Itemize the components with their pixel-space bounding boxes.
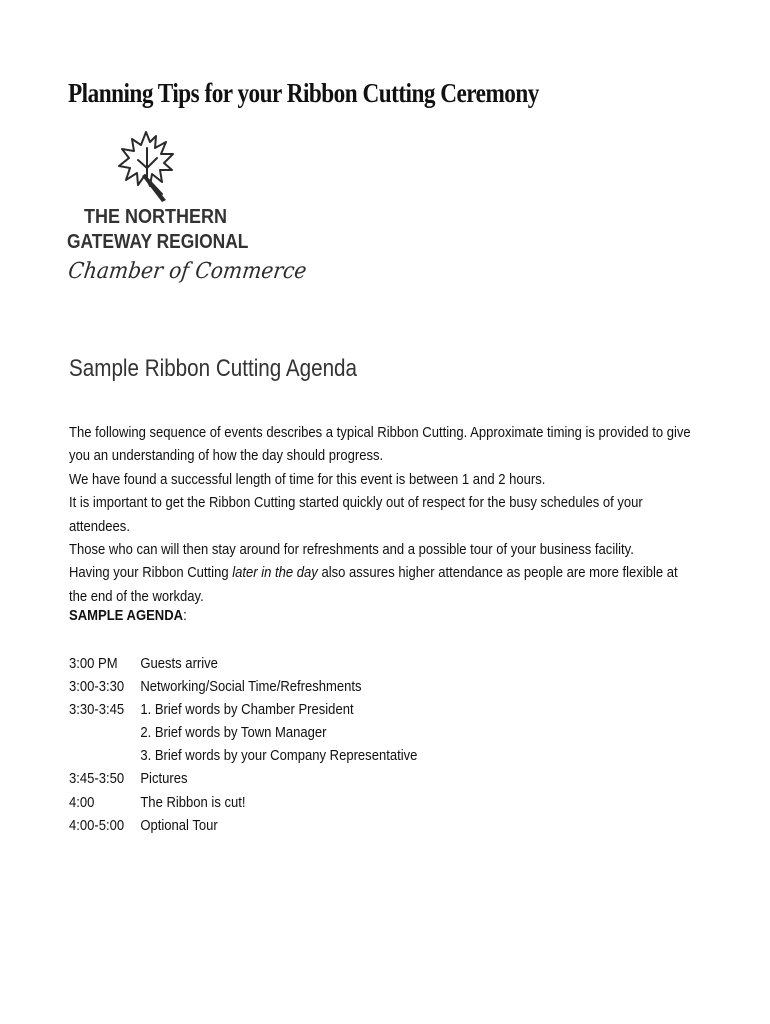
agenda-event: The Ribbon is cut! bbox=[140, 793, 246, 811]
intro-paragraph: It is important to get the Ribbon Cutting started quickly out of respect for the busy schedules of your attendees. bbox=[69, 494, 643, 535]
intro-italic-span: later in the day bbox=[232, 564, 318, 582]
intro-text-span: also assures higher attendance as people are more flexible at the end of the workday. bbox=[69, 564, 678, 605]
agenda-time: 4:00 bbox=[69, 793, 95, 811]
agenda-item bbox=[69, 744, 434, 767]
agenda-time: 4:00-5:00 bbox=[69, 816, 125, 834]
agenda-time bbox=[69, 744, 140, 767]
logo-text-line1: THE NORTHERN bbox=[84, 206, 228, 228]
intro-paragraph: The following sequence of events describes a typical Ribbon Cutting. Approximate timing is provided to give you an understanding of how the day should progress. bbox=[69, 424, 691, 465]
intro-paragraph bbox=[69, 561, 695, 608]
agenda-time bbox=[69, 721, 140, 744]
agenda-event: Pictures bbox=[140, 770, 188, 788]
agenda-item bbox=[69, 675, 434, 698]
agenda-time: 3:00-3:30 bbox=[69, 678, 125, 696]
agenda-event: 2. Brief words by Town Manager bbox=[140, 724, 327, 742]
agenda-time: 3:00 PM bbox=[69, 655, 118, 672]
document-title: Planning Tips for your Ribbon Cutting Ceremony bbox=[68, 78, 539, 108]
agenda-item bbox=[69, 721, 434, 744]
intro-text bbox=[69, 421, 695, 608]
agenda-label-colon: : bbox=[183, 607, 187, 624]
section-heading: Sample Ribbon Cutting Agenda bbox=[69, 355, 358, 382]
intro-paragraph: Those who can will then stay around for refreshments and a possible tour of your business facility. bbox=[69, 541, 634, 559]
maple-leaf-icon bbox=[116, 130, 180, 204]
agenda-item bbox=[69, 767, 434, 790]
intro-paragraph: We have found a successful length of time for this event is between 1 and 2 hours. bbox=[69, 470, 546, 488]
agenda-event: Networking/Social Time/Refreshments bbox=[140, 678, 362, 696]
agenda-label-bold: SAMPLE AGENDA bbox=[69, 607, 184, 624]
agenda-event: 3. Brief words by your Company Representative bbox=[140, 747, 418, 765]
agenda-item bbox=[69, 652, 434, 675]
agenda-item bbox=[69, 814, 434, 837]
intro-text-span: Having your Ribbon Cutting bbox=[69, 564, 233, 582]
agenda-event: Guests arrive bbox=[140, 655, 218, 672]
agenda-label bbox=[69, 607, 187, 624]
agenda-event: 1. Brief words by Chamber President bbox=[140, 701, 354, 719]
agenda-time: 3:30-3:45 bbox=[69, 701, 125, 719]
agenda-time: 3:45-3:50 bbox=[69, 770, 125, 788]
logo-script-text: Chamber of Commerce bbox=[66, 259, 308, 284]
agenda-item bbox=[69, 791, 434, 814]
logo-text-line2: GATEWAY REGIONAL bbox=[67, 231, 249, 253]
agenda-item bbox=[69, 698, 434, 721]
chamber-logo bbox=[66, 130, 308, 300]
agenda-event: Optional Tour bbox=[140, 816, 218, 834]
agenda-list bbox=[69, 652, 434, 837]
